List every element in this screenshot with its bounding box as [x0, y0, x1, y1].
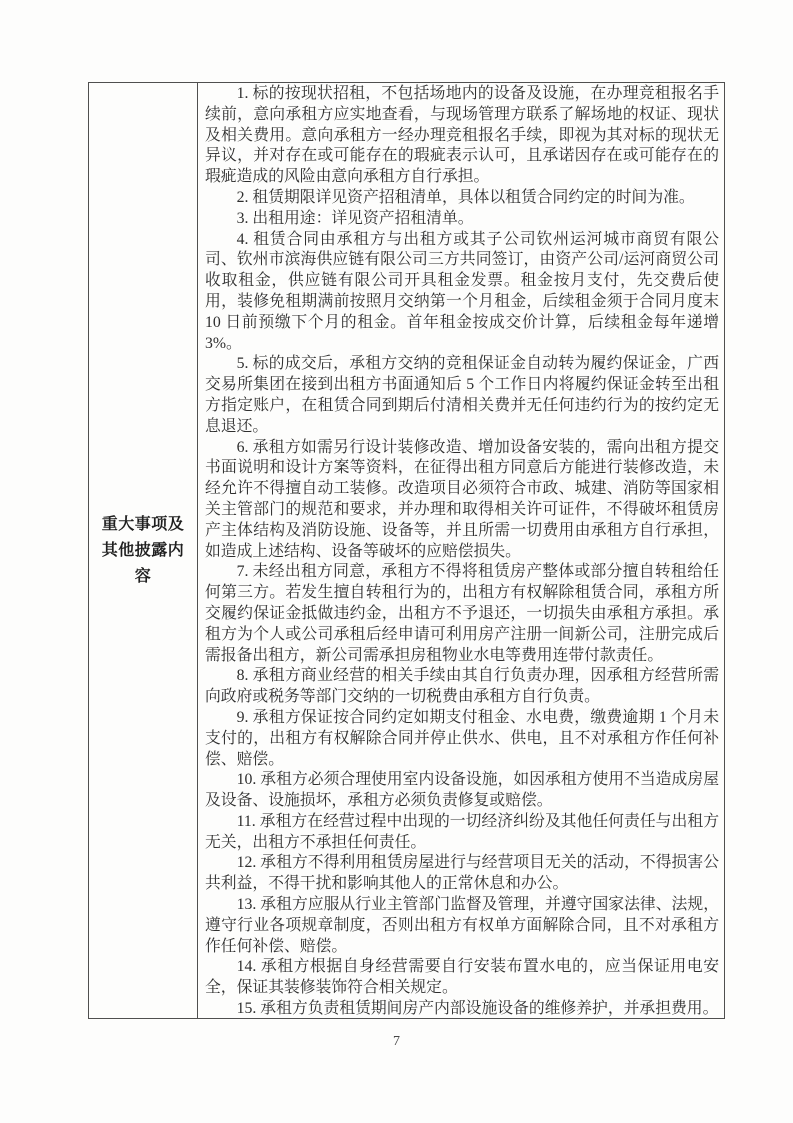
disclosure-item: 15. 承租方负责租赁期间房产内部设施设备的维修养护，并承担费用。 — [236, 1000, 719, 1018]
disclosure-item: 7. 未经出租方同意，承租方不得将租赁房产整体或部分擅自转租给任何第三方。若发生擅自转租行为的，出租方有权解除租赁合同，承租方所交履约保证金抵做违约金，出租方不予退还，一切损失由承租方承担。承租方为个人或公司承租后经申请可利用房产注册一间新公司，注册完成后需报备出租方，新公司需承担房租物业水电等费用连带付款责任。 — [205, 563, 719, 664]
disclosure-table — [88, 82, 725, 1019]
disclosure-item: 3. 出租用途：详见资产招租清单。 — [236, 209, 474, 227]
disclosure-item: 2. 租赁期限详见资产招租清单，具体以租赁合同约定的时间为准。 — [236, 188, 695, 206]
disclosure-item: 14. 承租方根据自身经营需要自行安装布置水电的，应当保证用电安全，保证其装修装饰符合相关规定。 — [205, 958, 719, 997]
disclosure-item: 10. 承租方必须合理使用室内设备设施，如因承租方使用不当造成房屋及设备、设施损坏，承租方必须负责修复或赔偿。 — [205, 771, 719, 810]
disclosure-item: 1. 标的按现状招租，不包括场地内的设备及设施，在办理竞租报名手续前，意向承租方应实地查看，与现场管理方联系了解场地的权证、现状及相关费用。意向承租方一经办理竞租报名手续，即视为其对标的现状无异议，并对存在或可能存在的瑕疵表示认可，且承诺因存在或可能存在的瑕疵造成的风险由意向承租方自行承担。 — [205, 85, 719, 186]
disclosure-item: 8. 承租方商业经营的相关手续由其自行负责办理，因承租方经营所需向政府或税务等部门交纳的一切税费由承租方自行负责。 — [205, 667, 719, 706]
page-number: 7 — [393, 1034, 400, 1049]
disclosure-item: 4. 租赁合同由承租方与出租方或其子公司钦州运河城市商贸有限公司、钦州市滨海供应链有限公司三方共同签订，由资产公司/运河商贸公司收取租金，供应链有限公司开具租金发票。租金按月支付，先交费后使用，装修免租期满前按照月交纳第一个月租金，后续租金须于合同月度末 10 日前预缴下个月的租金。首年租金按成交价计算，后续租金每年递增 3%。 — [205, 230, 719, 352]
disclosure-item: 9. 承租方保证按合同约定如期支付租金、水电费，缴费逾期 1 个月未支付的，出租方有权解除合同并停止供水、供电，且不对承租方作任何补偿、赔偿。 — [205, 708, 719, 768]
disclosure-content-cell — [198, 83, 724, 1018]
disclosure-item: 6. 承租方如需另行设计装修改造、增加设备安装的，需向出租方提交书面说明和设计方案等资料，在征得出租方同意后方能进行装修改造，未经允许不得擅自动工装修。改造项目必须符合市政、城建、消防等国家相关主管部门的规范和要求，并办理和取得相关许可证件，不得破坏租赁房产主体结构及消防设施、设备等，并且所需一切费用由承租方自行承担，如造成上述结构、设备等破坏的应赔偿损失。 — [205, 438, 719, 560]
disclosure-paragraph-list — [205, 84, 719, 1018]
disclosure-item: 5. 标的成交后，承租方交纳的竞租保证金自动转为履约保证金，广西交易所集团在接到出租方书面通知后 5 个工作日内将履约保证金转至出租方指定账户，在租赁合同到期后付清相关费并无任何违约行为的按约定无息退还。 — [205, 355, 719, 435]
row-header-label: 重大事项及其他披露内容 — [101, 515, 185, 585]
disclosure-item: 13. 承租方应服从行业主管部门监督及管理，并遵守国家法律、法规，遵守行业各项规章制度，否则出租方有权单方面解除合同，且不对承租方作任何补偿、赔偿。 — [205, 896, 719, 955]
disclosure-item: 12. 承租方不得利用租赁房屋进行与经营项目无关的活动，不得损害公共利益，不得干扰和影响其他人的正常休息和办公。 — [205, 854, 719, 893]
row-header-cell — [89, 83, 198, 1018]
disclosure-item: 11. 承租方在经营过程中出现的一切经济纠纷及其他任何责任与出租方无关，出租方不承担任何责任。 — [205, 812, 719, 851]
